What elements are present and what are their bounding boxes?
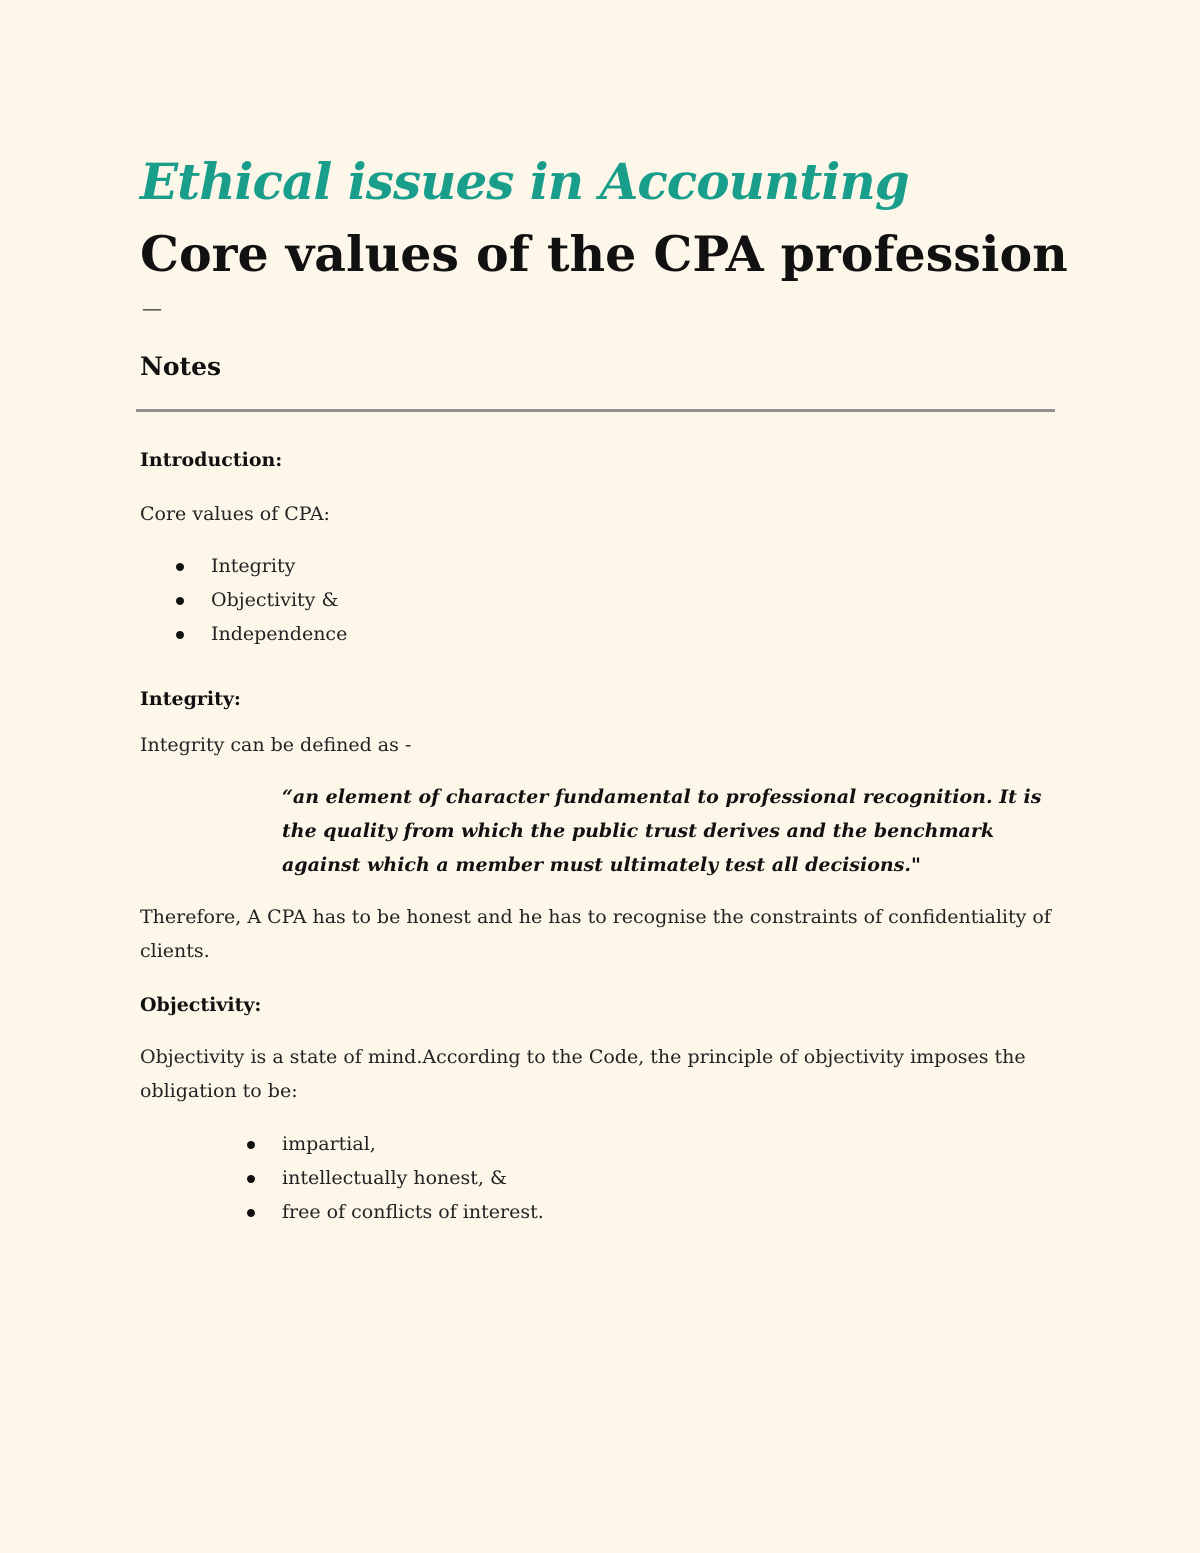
list-item-text: free of conflicts of interest. <box>282 1201 544 1223</box>
list-item <box>247 1161 544 1195</box>
list-item-text: Independence <box>211 623 348 645</box>
list-item-text: impartial, <box>282 1133 376 1155</box>
objectivity-lead: Objectivity is a state of mind.According to the Code, the principle of objectivity imposes the obligation to be: <box>140 1046 1026 1102</box>
list-item-text: Integrity <box>211 555 296 577</box>
list-item <box>176 617 347 651</box>
integrity-quote: “an element of character fundamental to professional recognition. It is the quality from which the public trust derives and the benchmark against which a member must ultimately test all decisions." <box>282 786 1042 876</box>
notes-label: Notes <box>140 352 222 381</box>
bullet-icon <box>247 1209 255 1217</box>
horizontal-divider <box>136 409 1055 412</box>
bullet-icon <box>247 1141 255 1149</box>
introduction-heading: Introduction: <box>140 449 283 471</box>
core-values-list <box>176 549 347 651</box>
document-title: Ethical issues in Accounting <box>140 152 909 211</box>
integrity-heading: Integrity: <box>140 688 241 710</box>
objectivity-heading: Objectivity: <box>140 994 262 1016</box>
objectivity-list <box>247 1127 544 1229</box>
list-item-text: intellectually honest, & <box>282 1167 507 1189</box>
introduction-lead: Core values of CPA: <box>140 503 330 525</box>
list-item <box>176 549 347 583</box>
list-item-text: Objectivity & <box>211 589 339 611</box>
list-item <box>247 1127 544 1161</box>
bullet-icon <box>176 631 184 639</box>
integrity-conclusion: Therefore, A CPA has to be honest and he has to recognise the constraints of confidentiality of clients. <box>140 906 1051 962</box>
document-subtitle: Core values of the CPA profession <box>140 225 1068 283</box>
title-dash: — <box>142 296 162 320</box>
bullet-icon <box>247 1175 255 1183</box>
bullet-icon <box>176 563 184 571</box>
list-item <box>176 583 347 617</box>
integrity-lead: Integrity can be defined as - <box>140 734 412 756</box>
bullet-icon <box>176 597 184 605</box>
list-item <box>247 1195 544 1229</box>
